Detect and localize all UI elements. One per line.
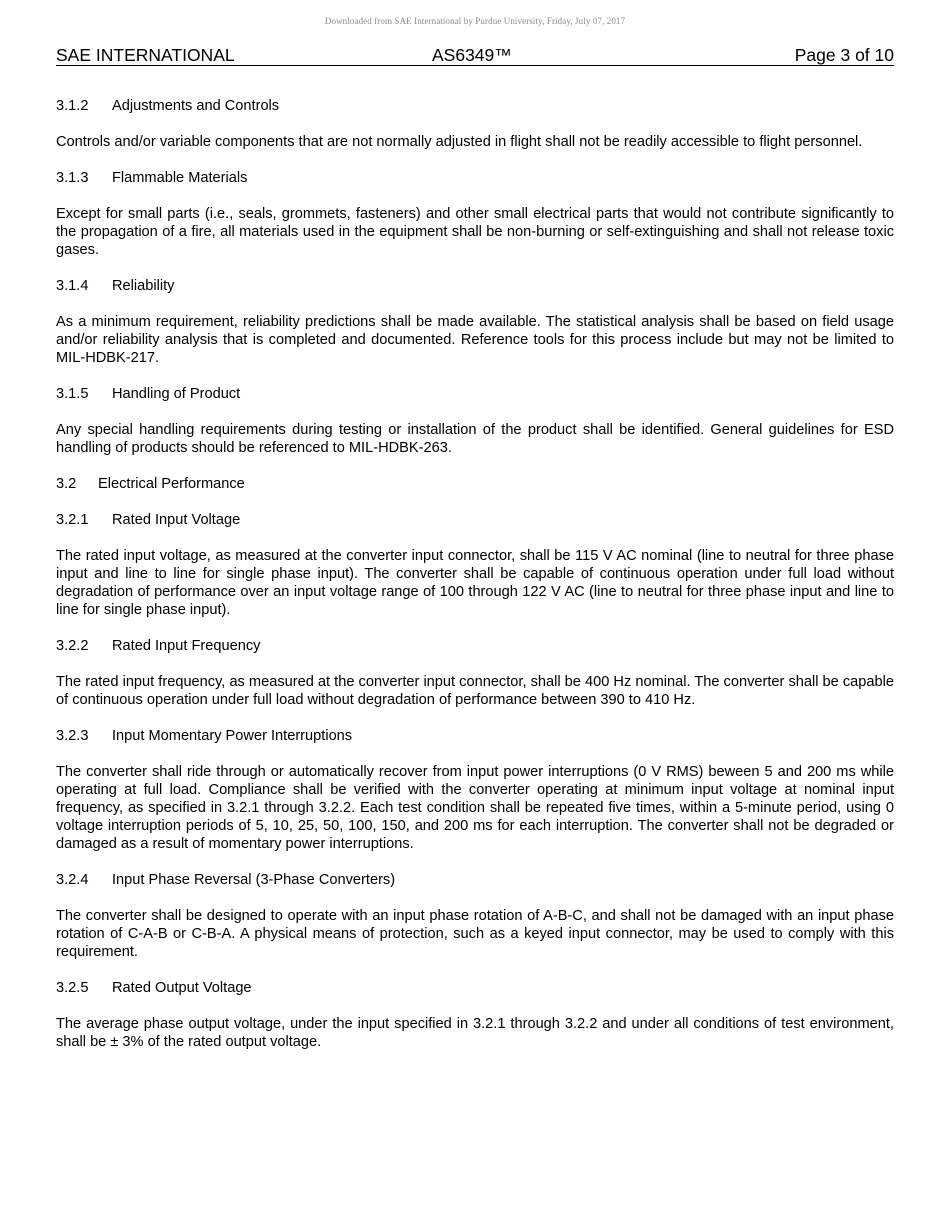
section-heading-3-1-3 [56, 169, 894, 187]
section-heading-3-2-2 [56, 637, 894, 655]
section-number: 3.1.3 [56, 170, 89, 186]
section-heading-3-2-1 [56, 511, 894, 529]
section-heading-3-1-4 [56, 277, 894, 295]
section-paragraph: The rated input voltage, as measured at the converter input connector, shall be 115 V AC nominal (line to neutral for three phase input and line to line for single phase input). The converter shall be capable of continuous operation under full load without degradation of performance over an input voltage range of 100 through 122 V AC (line to neutral for three phase input and line to line for single phase input). [56, 548, 894, 618]
section-paragraph: The rated input frequency, as measured at the converter input connector, shall be 400 Hz nominal. The converter shall be capable of continuous operation under full load without degradation of performance between 390 to 410 Hz. [56, 674, 894, 708]
section-number: 3.1.2 [56, 98, 89, 114]
section-title: Handling of Product [112, 386, 241, 402]
header-document-id: AS6349™ [432, 45, 512, 65]
document-body [56, 97, 894, 1069]
section-number: 3.1.5 [56, 386, 89, 402]
header-page-number: Page 3 of 10 [794, 45, 894, 65]
download-watermark: Downloaded from SAE International by Purdue University, Friday, July 07, 2017 [324, 16, 626, 26]
section-title: Electrical Performance [98, 476, 245, 492]
section-number: 3.2.4 [56, 872, 89, 888]
section-number: 3.2.1 [56, 512, 89, 528]
section-heading-3-2 [56, 475, 894, 493]
section-title: Flammable Materials [112, 170, 248, 186]
section-paragraph: As a minimum requirement, reliability predictions shall be made available. The statistical analysis shall be based on field usage and/or reliability analysis that is completed and documented. Reference tools for this process include but may not be limited to MIL-HDBK-217. [56, 314, 894, 366]
section-number: 3.2.2 [56, 638, 89, 654]
section-number: 3.2 [56, 476, 77, 492]
page-header [56, 44, 894, 66]
section-number: 3.1.4 [56, 278, 89, 294]
section-heading-3-2-4 [56, 871, 894, 889]
section-heading-3-2-5 [56, 979, 894, 997]
section-paragraph: Except for small parts (i.e., seals, grommets, fasteners) and other small electrical parts that would not contribute significantly to the propagation of a fire, all materials used in the equipment shall be non-burning or self-extinguishing and shall not release toxic gases. [56, 206, 894, 258]
section-paragraph: The converter shall be designed to operate with an input phase rotation of A-B-C, and shall not be damaged with an input phase rotation of C-A-B or C-B-A. A physical means of protection, such as a keyed input connector, may be used to comply with this requirement. [56, 908, 894, 960]
section-heading-3-1-5 [56, 385, 894, 403]
section-title: Rated Input Frequency [112, 638, 261, 654]
section-heading-3-1-2 [56, 97, 894, 115]
section-paragraph: Any special handling requirements during testing or installation of the product shall be identified. General guidelines for ESD handling of products should be referenced to MIL-HDBK-263. [56, 422, 894, 456]
section-number: 3.2.5 [56, 980, 89, 996]
section-title: Input Momentary Power Interruptions [112, 728, 353, 744]
section-paragraph: Controls and/or variable components that are not normally adjusted in flight shall not be readily accessible to flight personnel. [56, 134, 863, 150]
section-number: 3.2.3 [56, 728, 89, 744]
section-title: Rated Input Voltage [112, 512, 241, 528]
section-heading-3-2-3 [56, 727, 894, 745]
section-paragraph: The average phase output voltage, under the input specified in 3.2.1 through 3.2.2 and under all conditions of test environment, shall be ± 3% of the rated output voltage. [56, 1016, 894, 1050]
section-title: Adjustments and Controls [112, 98, 280, 114]
section-title: Rated Output Voltage [112, 980, 252, 996]
section-title: Input Phase Reversal (3-Phase Converters) [112, 872, 396, 888]
section-paragraph: The converter shall ride through or automatically recover from input power interruptions (0 V RMS) beween 5 and 200 ms while operating at full load. Compliance shall be verified with the converter operating at minimum input voltage at nominal input frequency, as specified in 3.2.1 through 3.2.2. Each test condition shall be repeated five times, within a 5-minute period, using 0 voltage interruption periods of 5, 10, 25, 50, 100, 150, and 200 ms for each interruption. The converter shall not be degraded or damaged as a result of momentary power interruptions. [56, 764, 894, 852]
section-title: Reliability [112, 278, 175, 294]
header-organization: SAE INTERNATIONAL [56, 45, 235, 65]
